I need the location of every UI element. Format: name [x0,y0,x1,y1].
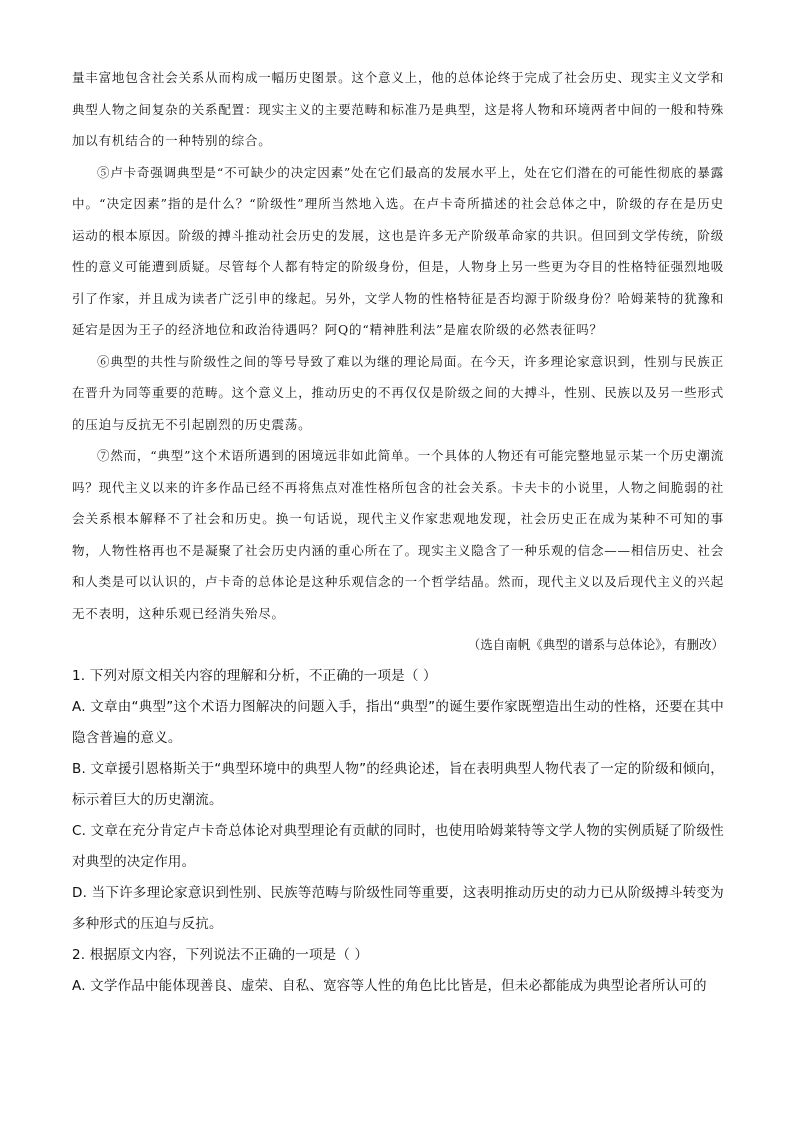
passage-paragraph-6: ⑥典型的共性与阶级性之间的等号导致了难以为继的理论局面。在今天，许多理论家意识到，性别与民族正在晋升为同等重要的范畴。这个意义上，推动历史的不再仅仅是阶级之间的大搏斗，性别、民族以及另一些形式的压迫与反抗无不引起剧烈的历史震荡。 [72,353,724,432]
question-1-stem: 1. 下列对原文相关内容的理解和分析，不正确的一项是（ ） [72,667,437,684]
question-1-option-a: A. 文章由“典型”这个术语力图解决的问题入手，指出“典型”的诞生要作家既塑造出生动的性格，还要在其中隐含普遍的意义。 [72,698,724,746]
question-2-option-a: A. 文学作品中能体现善良、虚荣、自私、宽容等人性的角色比比皆是，但未必都能成为典型论者所认可的 [72,977,707,994]
document-page [72,62,724,1002]
question-1-option-d: D. 当下许多理论家意识到性别、民族等范畴与阶级性同等重要，这表明推动历史的动力已从阶级搏斗转变为多种形式的压迫与反抗。 [72,884,724,932]
passage-source: （选自南帆《典型的谱系与总体论》，有删改） [467,637,724,652]
passage-paragraph-intro: 量丰富地包含社会关系从而构成一幅历史图景。这个意义上，他的总体论终于完成了社会历史、现实主义文学和典型人物之间复杂的关系配置：现实主义的主要范畴和标准乃是典型，这是将人物和环境两者中间的一般和特殊加以有机结合的一种特别的综合。 [72,70,724,148]
passage-paragraph-7: ⑦然而，“典型”这个术语所遇到的困境远非如此简单。一个具体的人物还有可能完整地显示某一个历史潮流吗？现代主义以来的许多作品已经不再将焦点对准性格所包含的社会关系。卡夫卡的小说里，人物之间脆弱的社会关系根本解释不了社会和历史。换一句话说，现代主义作家悲观地发现，社会历史正在成为某种不可知的事物，人物性格再也不是凝聚了社会历史内涵的重心所在了。现实主义隐含了一种乐观的信念——相信历史、社会和人类是可以认识的，卢卡奇的总体论是这种乐观信念的一个哲学结晶。然而，现代主义以及后现代主义的兴起无不表明，这种乐观已经消失殆尽。 [72,448,724,621]
question-1-option-b: B. 文章援引恩格斯关于“典型环境中的典型人物”的经典论述，旨在表明典型人物代表了一定的阶级和倾向，标示着巨大的历史潮流。 [72,760,724,808]
question-2-stem: 2. 根据原文内容，下列说法不正确的一项是（ ） [72,946,369,963]
passage-paragraph-5: ⑤卢卡奇强调典型是“不可缺少的决定因素”处在它们最高的发展水平上，处在它们潜在的可能性彻底的暴露中。“决定因素”指的是什么？“阶级性”理所当然地入选。在卢卡奇所描述的社会总体之中，阶级的存在是历史运动的根本原因。阶级的搏斗推动社会历史的发展，这也是许多无产阶级革命家的共识。但回到文学传统，阶级性的意义可能遭到质疑。尽管每个人都有特定的阶级身份，但是，人物身上另一些更为夺目的性格特征强烈地吸引了作家，并且成为读者广泛引申的缘起。另外，文学人物的性格特征是否均源于阶级身份？哈姆莱特的犹豫和延宕是因为王子的经济地位和政治待遇吗？阿Q的“精神胜利法”是雇农阶级的必然表征吗？ [72,164,724,337]
question-1-option-c: C. 文章在充分肯定卢卡奇总体论对典型理论有贡献的同时，也使用哈姆莱特等文学人物的实例质疑了阶级性对典型的决定作用。 [72,822,724,870]
